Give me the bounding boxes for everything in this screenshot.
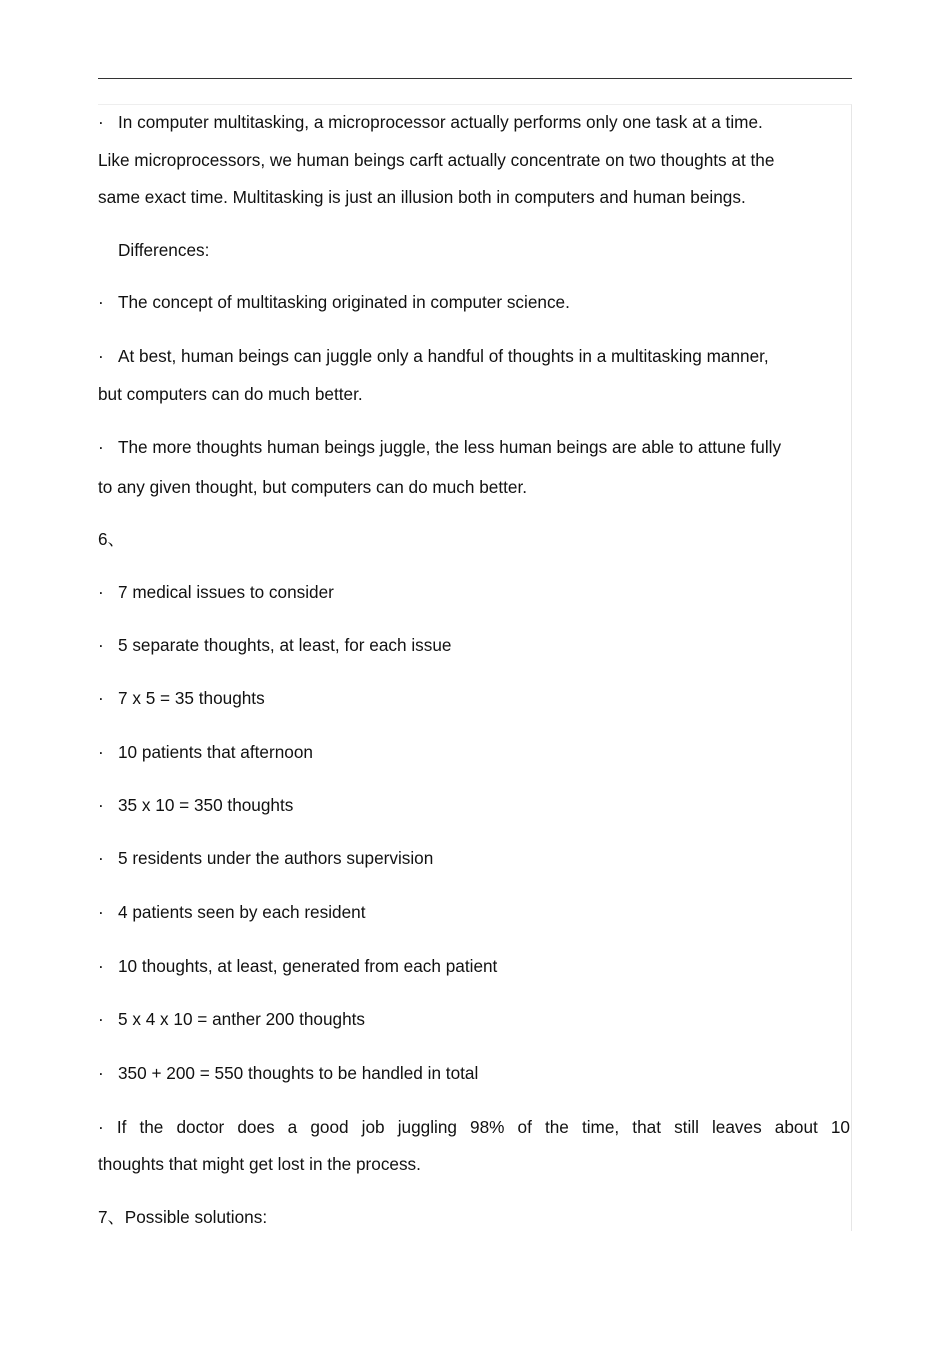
list-item-text: 10 thoughts, at least, generated from each patient [118,956,498,976]
intro-text-3: same exact time. Multitasking is just an illusion both in computers and human beings. [98,187,746,207]
list-item [98,1063,478,1083]
list-item [98,848,433,868]
list-item-text: 10 patients that afternoon [118,742,313,762]
bullet-dot: · [98,688,104,708]
final-bullet-cont: thoughts that might get lost in the process. [98,1154,421,1174]
bullet-dot: · [98,112,104,132]
bullet-dot: · [98,1009,104,1029]
list-item [98,742,313,762]
difference-text: The concept of multitasking originated in computer science. [118,292,570,312]
list-item-text: 5 separate thoughts, at least, for each issue [118,635,452,655]
difference-item-3 [98,437,781,457]
difference-item-2 [98,346,769,366]
bullet-dot: · [98,1063,104,1083]
bullet-dot: · [98,437,104,457]
final-bullet-line [98,1117,850,1137]
section-6-label: 6、 [98,529,125,549]
list-item-text: 7 x 5 = 35 thoughts [118,688,265,708]
difference-item-2-cont: but computers can do much better. [98,384,363,404]
list-item [98,582,334,602]
list-item-text: 5 x 4 x 10 = anther 200 thoughts [118,1009,366,1029]
list-item [98,956,497,976]
bullet-dot: · [98,902,104,922]
list-item [98,902,365,922]
list-item-text: 5 residents under the authors supervision [118,848,434,868]
list-item [98,1009,365,1029]
difference-text: At best, human beings can juggle only a handful of thoughts in a multitasking manner, [118,346,769,366]
bullet-dot: · [98,956,104,976]
list-item [98,688,265,708]
list-item-text: 35 x 10 = 350 thoughts [118,795,294,815]
list-item [98,635,451,655]
difference-text: The more thoughts human beings juggle, the less human beings are able to attune fully [118,437,782,457]
header-rule [98,78,852,79]
bullet-dot: · [98,635,104,655]
section-7-heading: 7、Possible solutions: [98,1207,268,1227]
bullet-dot: · [98,742,104,762]
bullet-dot: · [98,795,104,815]
final-bullet-text: · If the doctor does a good job juggling 98% of the time, that still leaves about 10 [98,1117,850,1137]
bullet-dot: · [98,848,104,868]
list-item-text: 4 patients seen by each resident [118,902,366,922]
list-item-text: 350 + 200 = 550 thoughts to be handled in total [118,1063,479,1083]
bullet-dot: · [98,346,104,366]
content-frame [98,104,852,1231]
difference-item-3-cont: to any given thought, but computers can do much better. [98,477,527,497]
difference-item-1 [98,292,570,312]
differences-heading: Differences: [118,240,210,260]
intro-text-1: In computer multitasking, a microprocessor actually performs only one task at a time. [118,112,763,132]
list-item-text: 7 medical issues to consider [118,582,334,602]
bullet-dot: · [98,582,104,602]
list-item [98,795,293,815]
intro-bullet-line [98,112,763,132]
intro-text-2: Like microprocessors, we human beings carft actually concentrate on two thoughts at the [98,150,775,170]
bullet-dot: · [98,292,104,312]
